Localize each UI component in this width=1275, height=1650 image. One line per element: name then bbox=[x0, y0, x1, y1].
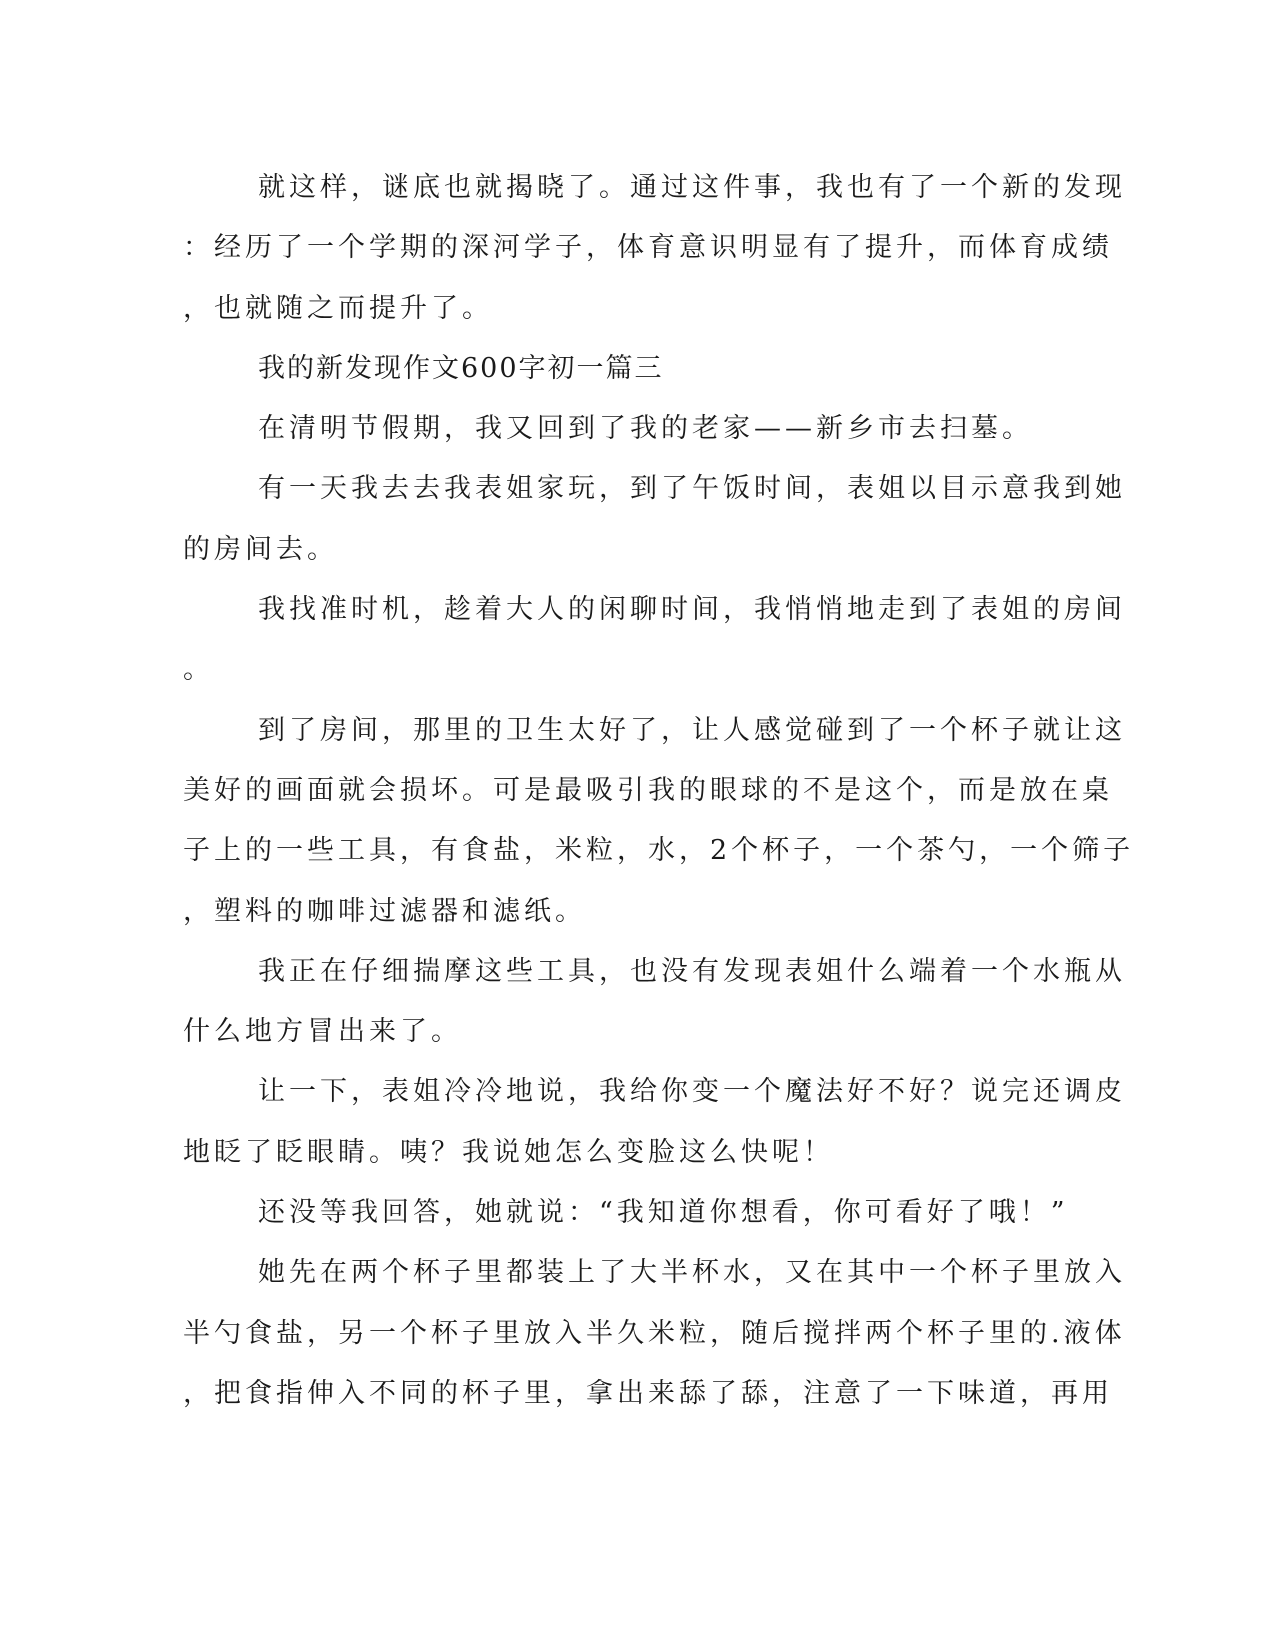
text-line: 半勺食盐，另一个杯子里放入半久米粒，随后搅拌两个杯子里的.液体 bbox=[183, 1317, 1126, 1349]
text-line: ，也就随之而提升了。 bbox=[183, 292, 493, 324]
text-line: 在清明节假期，我又回到了我的老家——新乡市去扫墓。 bbox=[258, 413, 1033, 445]
text-line: 就这样，谜底也就揭晓了。通过这件事，我也有了一个新的发现 bbox=[258, 172, 1126, 203]
text-line: 子上的一些工具，有食盐，米粒，水，2个杯子，一个茶勺，一个筛子 bbox=[183, 835, 1135, 867]
text-line: 我找准时机，趁着大人的闲聊时间，我悄悄地走到了表姐的房间 bbox=[258, 594, 1126, 626]
section-heading: 我的新发现作文600字初一篇三 bbox=[258, 352, 664, 384]
text-line: ：经历了一个学期的深河学子，体育意识明显有了提升，而体育成绩 bbox=[183, 232, 1113, 264]
text-line: 美好的画面就会损坏。可是最吸引我的眼球的不是这个，而是放在桌 bbox=[183, 774, 1113, 806]
text-line: 还没等我回答，她就说：“我知道你想看，你可看好了哦！” bbox=[258, 1197, 1069, 1229]
text-line: 什么地方冒出来了。 bbox=[183, 1016, 462, 1048]
text-line: ，把食指伸入不同的杯子里，拿出来舔了舔，注意了一下味道，再用 bbox=[183, 1377, 1113, 1409]
text-line: 我正在仔细揣摩这些工具，也没有发现表姐什么端着一个水瓶从 bbox=[258, 955, 1126, 987]
text-line: ，塑料的咖啡过滤器和滤纸。 bbox=[183, 895, 586, 927]
text-line: 让一下，表姐冷冷地说，我给你变一个魔法好不好？说完还调皮 bbox=[258, 1076, 1126, 1108]
document-body bbox=[183, 158, 1135, 1424]
text-line: 的房间去。 bbox=[183, 533, 338, 565]
text-line: 。 bbox=[183, 654, 214, 686]
text-line: 地眨了眨眼睛。咦？我说她怎么变脸这么快呢！ bbox=[183, 1136, 834, 1168]
text-line: 有一天我去去我表姐家玩，到了午饭时间，表姐以目示意我到她 bbox=[258, 473, 1126, 505]
text-line: 她先在两个杯子里都装上了大半杯水，又在其中一个杯子里放入 bbox=[258, 1257, 1126, 1289]
text-line: 到了房间，那里的卫生太好了，让人感觉碰到了一个杯子就让这 bbox=[258, 714, 1126, 746]
